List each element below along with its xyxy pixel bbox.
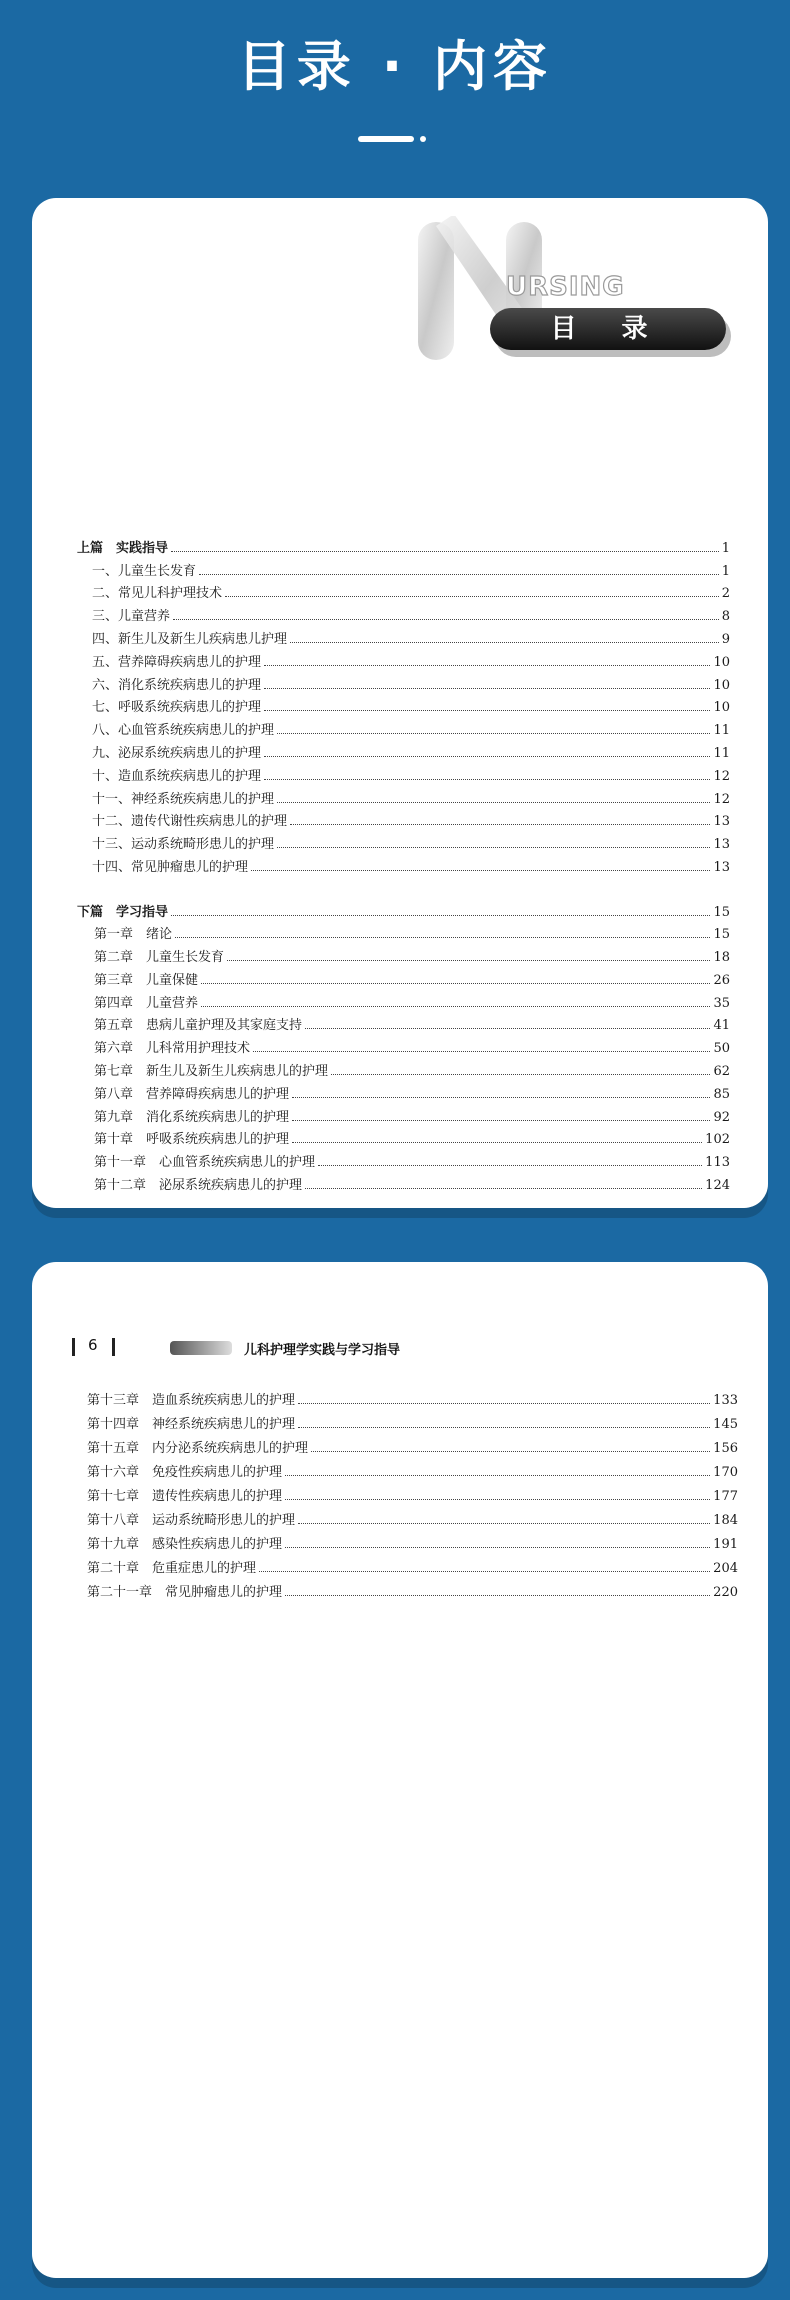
toc-entry-page: 133 xyxy=(713,1393,738,1408)
toc-entry-title: 第七章 新生儿及新生儿疾病患儿的护理 xyxy=(94,1064,329,1079)
dot-leader xyxy=(253,1051,710,1052)
toc-entry-title: 第十二章 泌尿系统疾病患儿的护理 xyxy=(94,1178,303,1193)
running-head xyxy=(72,1336,672,1360)
toc-entry xyxy=(94,1011,730,1033)
toc-entry-title: 第十三章 造血系统疾病患儿的护理 xyxy=(87,1393,296,1408)
toc-entry-page: 11 xyxy=(713,723,730,739)
toc-entry-title: 第十九章 感染性疾病患儿的护理 xyxy=(87,1537,283,1552)
dot-leader xyxy=(331,1074,710,1075)
toc-entry-page: 9 xyxy=(721,631,730,647)
dot-leader xyxy=(225,596,719,597)
toc-entry-title: 十二、遗传代谢性疾病患儿的护理 xyxy=(92,814,288,830)
dot-leader xyxy=(305,1028,710,1029)
dot-leader xyxy=(175,937,710,938)
dot-leader xyxy=(201,1006,710,1007)
dot-leader xyxy=(264,710,710,711)
toc-entry-title: 六、消化系统疾病患儿的护理 xyxy=(92,677,262,693)
toc-entry-page: 13 xyxy=(713,814,730,830)
toc-entry xyxy=(94,920,730,942)
dot-leader xyxy=(292,1097,710,1098)
toc-entry xyxy=(92,716,730,738)
toc-entry xyxy=(87,1410,738,1432)
nursing-logo xyxy=(410,216,740,376)
dot-leader xyxy=(171,551,719,552)
dot-leader xyxy=(298,1403,710,1404)
dot-leader xyxy=(264,688,710,689)
toc-label: 目 录 xyxy=(550,314,666,344)
toc-entry-page: 10 xyxy=(713,700,730,716)
toc-entry-title: 十三、运动系统畸形患儿的护理 xyxy=(92,837,275,853)
toc-entry-title: 第六章 儿科常用护理技术 xyxy=(94,1041,251,1057)
underline-dot xyxy=(420,136,426,142)
toc-entry-page: 1 xyxy=(721,541,730,556)
toc-entry xyxy=(92,762,730,784)
toc-entry-page: 2 xyxy=(721,586,730,602)
toc-entry xyxy=(92,557,730,579)
toc-entry-title: 第十六章 免疫性疾病患儿的护理 xyxy=(87,1465,283,1480)
dot-leader xyxy=(298,1523,710,1524)
toc-entry-page: 12 xyxy=(713,791,730,807)
toc-label-pill xyxy=(490,308,726,350)
toc-entry-page: 15 xyxy=(713,927,730,943)
toc-entry-title: 第四章 儿童营养 xyxy=(94,995,199,1011)
toc-entry-title: 第八章 营养障碍疾病患儿的护理 xyxy=(94,1086,290,1102)
toc-entry xyxy=(92,785,730,807)
toc-entry xyxy=(92,853,730,875)
toc-page-1 xyxy=(32,198,768,1208)
toc-entry xyxy=(87,1554,738,1576)
toc-entry xyxy=(94,943,730,965)
toc-entry xyxy=(94,1171,730,1193)
toc-entry xyxy=(94,1148,730,1170)
toc-entry-title: 第一章 绪论 xyxy=(94,927,173,943)
dot-leader xyxy=(199,574,719,575)
toc-entry xyxy=(92,739,730,761)
toc-entry-page: 50 xyxy=(713,1041,730,1057)
toc-part-heading xyxy=(77,898,730,920)
toc-entry-title: 八、心血管系统疾病患儿的护理 xyxy=(92,723,275,739)
toc-entry-title: 第十一章 心血管系统疾病患儿的护理 xyxy=(94,1155,316,1171)
toc-entry-page: 156 xyxy=(713,1441,738,1456)
toc-entry-page: 35 xyxy=(713,995,730,1011)
toc-entry xyxy=(87,1578,738,1600)
toc-entry xyxy=(94,966,730,988)
toc-entry-page: 204 xyxy=(713,1561,738,1576)
dot-leader xyxy=(259,1571,710,1572)
dot-leader xyxy=(251,870,710,871)
toc-entry-title: 第九章 消化系统疾病患儿的护理 xyxy=(94,1109,290,1125)
toc-entry-page: 15 xyxy=(713,904,730,920)
toc-entry-page: 13 xyxy=(713,837,730,853)
dot-leader xyxy=(277,802,710,803)
toc-entry-title: 二、常见儿科护理技术 xyxy=(92,586,223,602)
toc-entry xyxy=(87,1386,738,1408)
toc-entry-title: 第二章 儿童生长发育 xyxy=(94,950,225,965)
dot-leader xyxy=(227,960,710,961)
toc-entry-page: 8 xyxy=(721,609,730,625)
toc-entry xyxy=(92,625,730,647)
toc-entry xyxy=(94,989,730,1011)
toc-entry-title: 第十五章 内分泌系统疾病患儿的护理 xyxy=(87,1441,309,1456)
toc-entry-title: 十一、神经系统疾病患儿的护理 xyxy=(92,791,275,807)
toc-entry xyxy=(87,1506,738,1528)
toc-entry-title: 七、呼吸系统疾病患儿的护理 xyxy=(92,700,262,716)
underline-bar xyxy=(358,136,414,142)
toc-entry-page: 124 xyxy=(705,1178,730,1193)
toc-entry xyxy=(87,1434,738,1456)
toc-entry xyxy=(94,1125,730,1147)
logo-word: URSING xyxy=(506,272,625,302)
toc-entry-title: 四、新生儿及新生儿疾病患儿护理 xyxy=(92,631,288,647)
toc-entry-page: 191 xyxy=(713,1537,738,1552)
dot-leader xyxy=(292,1120,710,1121)
toc-entry xyxy=(94,1103,730,1125)
running-head-gradient-bar xyxy=(170,1341,232,1355)
toc-entry-page: 62 xyxy=(713,1064,730,1079)
title-underline-decoration xyxy=(358,134,432,144)
dot-leader xyxy=(264,779,710,780)
toc-entry-title: 九、泌尿系统疾病患儿的护理 xyxy=(92,745,262,761)
toc-entry xyxy=(87,1530,738,1552)
toc-entry-page: 177 xyxy=(713,1489,738,1504)
toc-entry-page: 145 xyxy=(713,1417,738,1432)
toc-entry-page: 10 xyxy=(713,654,730,670)
dot-leader xyxy=(277,733,710,734)
toc-entry-title: 第二十章 危重症患儿的护理 xyxy=(87,1561,257,1576)
toc-entry-title: 下篇 学习指导 xyxy=(77,904,169,920)
dot-leader xyxy=(298,1427,710,1428)
toc-entry-title: 第二十一章 常见肿瘤患儿的护理 xyxy=(87,1585,283,1600)
toc-entry-title: 第十章 呼吸系统疾病患儿的护理 xyxy=(94,1132,290,1148)
toc-entry-title: 第五章 患病儿童护理及其家庭支持 xyxy=(94,1018,303,1034)
dot-leader xyxy=(173,619,719,620)
dot-leader xyxy=(171,915,710,916)
dot-leader xyxy=(290,824,710,825)
toc-entry-page: 13 xyxy=(713,859,730,875)
toc-entry-page: 92 xyxy=(713,1109,730,1125)
toc-entry-title: 三、儿童营养 xyxy=(92,609,171,625)
toc-part-heading xyxy=(77,534,730,556)
toc-entry-page: 85 xyxy=(713,1086,730,1102)
toc-entry xyxy=(94,1080,730,1102)
toc-entry-title: 五、营养障碍疾病患儿的护理 xyxy=(92,654,262,670)
dot-leader xyxy=(311,1451,710,1452)
toc-entry-title: 一、儿童生长发育 xyxy=(92,563,197,579)
toc-entry-page: 170 xyxy=(713,1465,738,1480)
toc-entry-title: 第十七章 遗传性疾病患儿的护理 xyxy=(87,1489,283,1504)
toc-entry xyxy=(92,693,730,715)
dot-leader xyxy=(201,983,710,984)
dot-leader xyxy=(318,1165,702,1166)
page-number: 6 xyxy=(88,1336,98,1354)
toc-entry xyxy=(87,1482,738,1504)
toc-entry xyxy=(87,1458,738,1480)
dot-leader xyxy=(292,1142,702,1143)
toc-entry-page: 113 xyxy=(705,1155,730,1171)
toc-entry xyxy=(92,579,730,601)
dot-leader xyxy=(285,1499,710,1500)
toc-entry-page: 11 xyxy=(713,745,730,761)
running-head-bar-left xyxy=(72,1338,75,1356)
dot-leader xyxy=(285,1595,710,1596)
toc-entry-page: 41 xyxy=(713,1018,730,1034)
book-title: 儿科护理学实践与学习指导 xyxy=(244,1343,401,1358)
dot-leader xyxy=(285,1475,710,1476)
toc-entry xyxy=(92,671,730,693)
toc-entry xyxy=(92,830,730,852)
toc-entry-page: 10 xyxy=(713,677,730,693)
dot-leader xyxy=(305,1188,702,1189)
toc-entry-page: 26 xyxy=(713,972,730,988)
page-title: 目录 · 内容 xyxy=(236,35,554,98)
toc-entry xyxy=(94,1057,730,1079)
toc-entry xyxy=(92,648,730,670)
dot-leader xyxy=(277,847,710,848)
toc-entry xyxy=(92,602,730,624)
toc-entry-page: 18 xyxy=(713,950,730,965)
toc-entry-title: 十四、常见肿瘤患儿的护理 xyxy=(92,859,249,875)
toc-entry-page: 1 xyxy=(721,563,730,579)
toc-entry-title: 第十四章 神经系统疾病患儿的护理 xyxy=(87,1417,296,1432)
dot-leader xyxy=(285,1547,710,1548)
toc-entry xyxy=(92,807,730,829)
toc-page-2 xyxy=(32,1262,768,2278)
toc-entry-title: 十、造血系统疾病患儿的护理 xyxy=(92,768,262,784)
toc-entry-page: 12 xyxy=(713,768,730,784)
toc-entry-page: 102 xyxy=(705,1132,730,1148)
dot-leader xyxy=(290,642,719,643)
toc-entry xyxy=(94,1034,730,1056)
toc-entry-page: 184 xyxy=(713,1513,738,1528)
dot-leader xyxy=(264,665,710,666)
toc-entry-title: 上篇 实践指导 xyxy=(77,541,169,556)
toc-entry-title: 第三章 儿童保健 xyxy=(94,972,199,988)
toc-entry-title: 第十八章 运动系统畸形患儿的护理 xyxy=(87,1513,296,1528)
toc-entry-page: 220 xyxy=(713,1585,738,1600)
dot-leader xyxy=(264,756,710,757)
running-head-bar-right xyxy=(112,1338,115,1356)
